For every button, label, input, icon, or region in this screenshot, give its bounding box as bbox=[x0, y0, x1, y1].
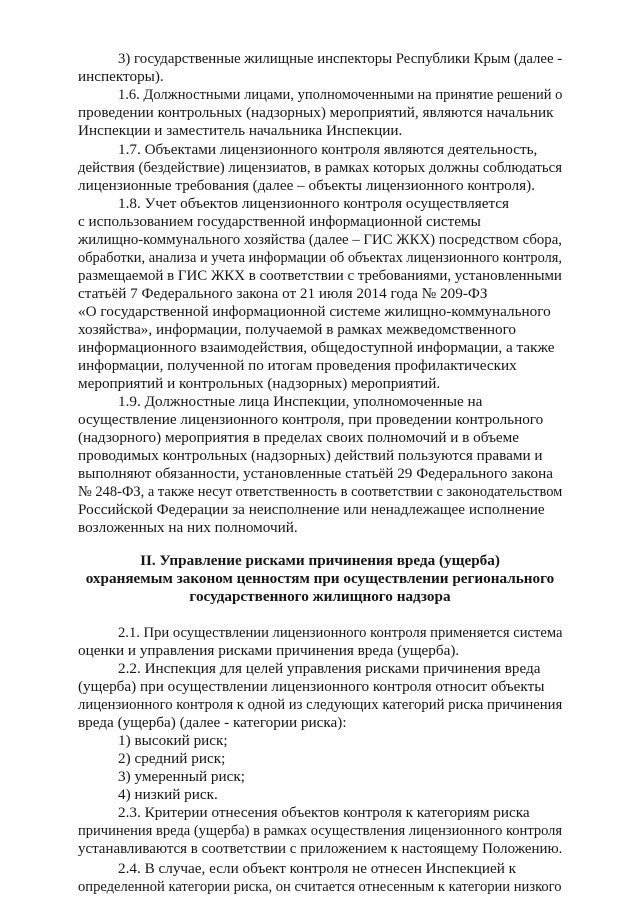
text-line: (ущерба) при осуществлении лицензионного контроля относит объекты bbox=[78, 678, 545, 695]
text-line: инспекторы). bbox=[78, 68, 164, 85]
text-line: «О государственной информационной системе жилищно-коммунального bbox=[78, 303, 551, 320]
text-line: действия (бездействие) лицензиатов, в рамках которых должны соблюдаться bbox=[78, 159, 563, 176]
text-line: 1.8. Учет объектов лицензионного контроля осуществляется bbox=[118, 195, 509, 212]
text-line: Российской Федерации за неисполнение или ненадлежащее исполнение bbox=[78, 501, 545, 518]
text-line: хозяйства», информации, получаемой в рамках межведомственного bbox=[78, 321, 517, 338]
text-line: Инспекции и заместитель начальника Инспекции. bbox=[78, 122, 403, 139]
text-line: информационного взаимодействия, общедоступной информации, а также bbox=[78, 339, 555, 356]
list-item: 1) высокий риск; bbox=[118, 732, 228, 749]
text-line: размещаемой в ГИС ЖКХ в соответствии с требованиями, установленными bbox=[78, 267, 562, 284]
text-line: оценки и управления рисками причинения вреда (ущерба). bbox=[78, 642, 460, 659]
text-line: с использованием государственной информационной системы bbox=[78, 213, 481, 230]
text-line: вреда (ущерба) (далее - категории риска): bbox=[78, 714, 347, 731]
heading-line: охраняемым законом ценностям при осуществлении регионального bbox=[85, 570, 555, 587]
text-line: статьёй 7 Федерального закона от 21 июля 2014 года № 209-ФЗ bbox=[78, 285, 488, 302]
text-line: жилищно-коммунального хозяйства (далее – ГИС ЖКХ) посредством сбора, bbox=[78, 231, 562, 248]
text-line: 1.6. Должностными лицами, уполномоченными на принятие решений о bbox=[118, 86, 563, 103]
text-line: лицензионные требования (далее – объекты лицензионного контроля). bbox=[78, 177, 535, 194]
text-line: № 248-ФЗ, а также несут ответственность в соответствии с законодательством bbox=[78, 483, 563, 500]
text-line: 1.9. Должностные лица Инспекции, уполномоченные на bbox=[118, 393, 483, 410]
text-line: 2.3. Критерии отнесения объектов контроля к категориям риска bbox=[118, 804, 530, 821]
text-line: 2.2. Инспекция для целей управления рисками причинения вреда bbox=[118, 660, 541, 677]
text-line: информации, полученной по итогам проведения профилактических bbox=[78, 357, 517, 374]
text-line: определенной категории риска, он считается отнесенным к категории низкого bbox=[78, 878, 562, 895]
text-line: проводимых контрольных (надзорных) действий пользуются правами и bbox=[78, 447, 543, 464]
heading-line: II. Управление рисками причинения вреда (ущерба) bbox=[140, 552, 500, 569]
text-line: (надзорного) мероприятия в пределах своих полномочий и в объеме bbox=[78, 429, 520, 446]
text-line: выполняют обязанности, установленные статьёй 29 Федерального закона bbox=[78, 465, 553, 482]
text-line: 3) государственные жилищные инспекторы Республики Крым (далее - bbox=[118, 50, 563, 67]
text-line: лицензионного контроля к одной из следующих категорий риска причинения bbox=[78, 696, 563, 713]
text-line: причинения вреда (ущерба) в рамках осуществления лицензионного контроля bbox=[78, 822, 563, 839]
text-line: проведении контрольных (надзорных) мероприятий, являются начальник bbox=[78, 104, 554, 121]
list-item: 3) умеренный риск; bbox=[118, 768, 245, 785]
text-line: осуществление лицензионного контроля, при проведении контрольного bbox=[78, 411, 544, 428]
text-line: 2.1. При осуществлении лицензионного контроля применяется система bbox=[118, 624, 563, 641]
text-line: устанавливаются в соответствии с приложением к настоящему Положению. bbox=[78, 840, 563, 857]
text-line: 2.4. В случае, если объект контроля не отнесен Инспекцией к bbox=[118, 860, 517, 877]
text-line: возложенных на них полномочий. bbox=[78, 519, 298, 536]
text-line: обработки, анализа и учета информации об объектах лицензионного контроля, bbox=[78, 249, 563, 266]
heading-line: государственного жилищного надзора bbox=[189, 588, 451, 605]
text-line: 1.7. Объектами лицензионного контроля являются деятельность, bbox=[118, 141, 538, 158]
list-item: 4) низкий риск. bbox=[118, 786, 218, 803]
text-line: мероприятий и контрольных (надзорных) мероприятий. bbox=[78, 375, 441, 392]
list-item: 2) средний риск; bbox=[118, 750, 226, 767]
